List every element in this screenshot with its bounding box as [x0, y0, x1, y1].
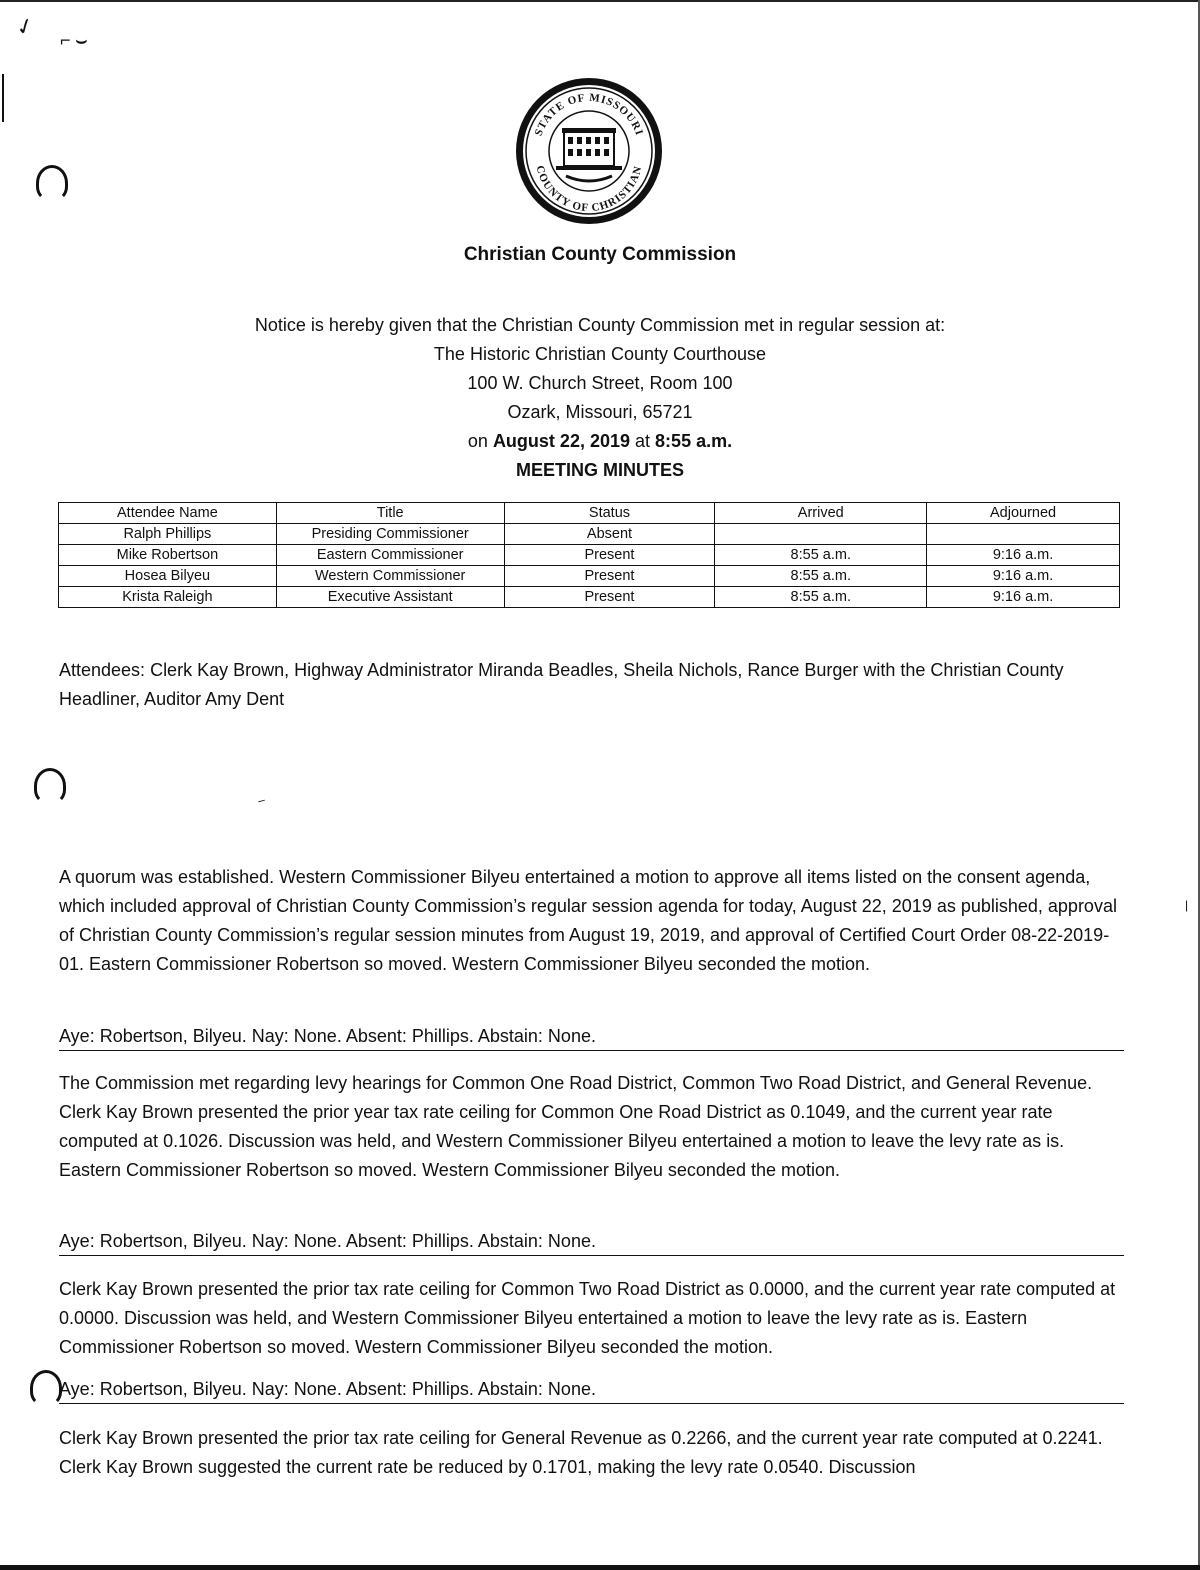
- date-prefix: on: [467, 431, 488, 451]
- attendee-title-cell: Eastern Commissioner: [276, 545, 504, 566]
- attendees-paragraph: Attendees: Clerk Kay Brown, Highway Administrator Miranda Beadles, Sheila Nichols, Rance Burger with the Christian County Headliner, Auditor Amy Dent: [59, 660, 1064, 709]
- notice-line: Ozark, Missouri, 65721: [507, 402, 693, 422]
- attendee-name-cell: Mike Robertson: [59, 545, 277, 566]
- document-title: Christian County Commission: [463, 244, 737, 265]
- column-header: Status: [504, 503, 715, 524]
- vote-record: Aye: Robertson, Bilyeu. Nay: None. Absent: Phillips. Abstain: None.: [59, 1024, 1124, 1051]
- general-revenue-paragraph: Clerk Kay Brown presented the prior tax rate ceiling for General Revenue as 0.2266, and the current year rate computed at 0.2241. Clerk Kay Brown suggested the current rate be reduced by 0.1701, making the levy rate 0.0540. Discussion: [59, 1428, 1103, 1477]
- common-two-paragraph: Clerk Kay Brown presented the prior tax rate ceiling for Common Two Road District as 0.0000, and the current year rate computed at 0.0000. Discussion was held, and Western Commissioner Bilyeu entertained a motion to leave the levy rate as is. Eastern Commissioner Robertson so moved. Western Commissioner Bilyeu seconded the motion.: [59, 1279, 1116, 1357]
- arrived-cell: [715, 524, 927, 545]
- attendee-status-cell: Absent: [504, 524, 715, 545]
- attendee-name-cell: Krista Raleigh: [59, 587, 277, 608]
- adjourned-cell: 9:16 a.m.: [927, 566, 1120, 587]
- levy-hearing-paragraph: The Commission met regarding levy hearings for Common One Road District, Common Two Road District, and General Revenue. Clerk Kay Brown presented the prior year tax rate ceiling for Common One Road District as 0.1049, and the current year rate computed at 0.1026. Discussion was held, and Western Commissioner Bilyeu entertained a motion to leave the levy rate as is. Eastern Commissioner Robertson so moved. Western Commissioner Bilyeu seconded the motion.: [59, 1073, 1093, 1180]
- punch-hole-mark: [30, 1370, 62, 1406]
- vote-record: Aye: Robertson, Bilyeu. Nay: None. Absent: Phillips. Abstain: None.: [59, 1377, 1124, 1404]
- punch-hole-mark: [36, 165, 68, 201]
- meeting-notice: [0, 311, 1200, 485]
- meeting-minutes-heading: MEETING MINUTES: [515, 460, 684, 480]
- scan-speck-mark: ✓: [12, 11, 38, 42]
- table-row: [59, 566, 1120, 587]
- notice-line: 100 W. Church Street, Room 100: [467, 373, 733, 393]
- scan-speck-mark: ⌐ ⌣: [60, 30, 88, 50]
- vote-record: Aye: Robertson, Bilyeu. Nay: None. Absent: Phillips. Abstain: None.: [59, 1229, 1124, 1256]
- table-row: [59, 545, 1120, 566]
- attendee-title-cell: Presiding Commissioner: [276, 524, 504, 545]
- notice-line: Notice is hereby given that the Christian County Commission met in regular session at:: [254, 315, 946, 335]
- page-bottom-edge: [0, 1565, 1200, 1570]
- table-header-row: [59, 503, 1120, 524]
- seal-bottom-text: COUNTY OF CHRISTIAN: [533, 164, 645, 215]
- page-top-edge: [0, 0, 1200, 2]
- attendee-name-cell: Ralph Phillips: [59, 524, 277, 545]
- attendee-status-cell: Present: [504, 587, 715, 608]
- attendee-title-cell: Western Commissioner: [276, 566, 504, 587]
- meeting-date: August 22, 2019: [492, 431, 630, 451]
- seal-top-text: STATE OF MISSOURI: [532, 91, 646, 138]
- attendee-status-cell: Present: [504, 545, 715, 566]
- attendee-title-cell: Executive Assistant: [276, 587, 504, 608]
- consent-agenda-paragraph: A quorum was established. Western Commissioner Bilyeu entertained a motion to approve all items listed on the consent agenda, which included approval of Christian County Commission’s regular session agenda for today, August 22, 2019 as published, approval of Christian County Commission’s regular session minutes from August 19, 2019, and approval of Certified Court Order 08-22-2019-01. Eastern Commissioner Robertson so moved. Western Commissioner Bilyeu seconded the motion.: [59, 867, 1117, 974]
- adjourned-cell: 9:16 a.m.: [927, 587, 1120, 608]
- county-seal-icon: [514, 76, 664, 226]
- scan-line-mark: [2, 74, 4, 122]
- scan-speck-mark: |: [1185, 898, 1189, 912]
- punch-hole-mark: [34, 768, 66, 804]
- column-header: Arrived: [715, 503, 927, 524]
- meeting-date-line: [0, 427, 1200, 456]
- attendee-status-cell: Present: [504, 566, 715, 587]
- scan-speck-mark: –: [256, 792, 267, 808]
- arrived-cell: 8:55 a.m.: [715, 566, 927, 587]
- table-row: [59, 524, 1120, 545]
- adjourned-cell: 9:16 a.m.: [927, 545, 1120, 566]
- column-header: Adjourned: [927, 503, 1120, 524]
- arrived-cell: 8:55 a.m.: [715, 587, 927, 608]
- attendee-name-cell: Hosea Bilyeu: [59, 566, 277, 587]
- table-row: [59, 587, 1120, 608]
- column-header: Title: [276, 503, 504, 524]
- attendance-table: [58, 502, 1120, 608]
- column-header: Attendee Name: [59, 503, 277, 524]
- adjourned-cell: [927, 524, 1120, 545]
- notice-line: The Historic Christian County Courthouse: [433, 344, 767, 364]
- date-mid: at: [635, 431, 651, 451]
- meeting-time: 8:55 a.m.: [655, 431, 733, 451]
- arrived-cell: 8:55 a.m.: [715, 545, 927, 566]
